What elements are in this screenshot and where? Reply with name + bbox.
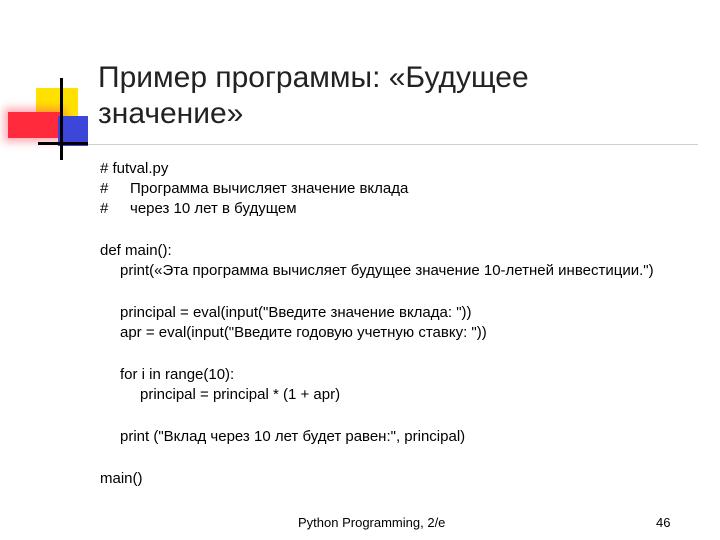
- code-comment-line: [100, 179, 654, 199]
- slide-logo-decoration: [0, 0, 100, 170]
- code-listing: [100, 159, 654, 489]
- logo-horizontal-line: [38, 142, 88, 145]
- code-blank-line: [100, 281, 654, 303]
- comment-text: через 10 лет в будущем: [130, 200, 297, 217]
- code-main-call-line: main(): [100, 470, 143, 487]
- code-for-line: for i in range(10):: [120, 366, 235, 383]
- code-def-line: def main():: [100, 242, 172, 259]
- logo-red-bar: [8, 112, 62, 138]
- code-loop-body-line: principal = principal * (1 + apr): [140, 386, 341, 403]
- code-blank-line: [100, 405, 654, 427]
- title-divider: [88, 144, 698, 145]
- code-blank-line: [100, 219, 654, 241]
- logo-vertical-line: [60, 78, 63, 160]
- code-apr-input-line: apr = eval(input("Введите годовую учетную ставку: ")): [120, 324, 487, 341]
- title-line-2: значение»: [98, 97, 244, 130]
- code-blank-line: [100, 343, 654, 365]
- comment-hash: #: [100, 180, 109, 197]
- code-print-intro-line: print(«Эта программа вычисляет будущее значение 10-летней инвестиции."): [120, 262, 654, 279]
- code-principal-input-line: principal = eval(input("Введите значение вклада: ")): [120, 304, 472, 321]
- footer-course-title: Python Programming, 2/e: [298, 515, 446, 530]
- footer-page-number: 46: [656, 515, 671, 530]
- code-blank-line: [100, 447, 654, 469]
- code-comment-line: [100, 199, 654, 219]
- comment-hash: #: [100, 200, 109, 217]
- title-line-1: Пример программы: «Будущее: [98, 61, 529, 94]
- code-print-result-line: print ("Вклад через 10 лет будет равен:", principal): [120, 428, 466, 445]
- comment-text: Программа вычисляет значение вклада: [130, 180, 409, 197]
- code-comment-line: # futval.py: [100, 160, 169, 177]
- slide-title: [98, 60, 658, 132]
